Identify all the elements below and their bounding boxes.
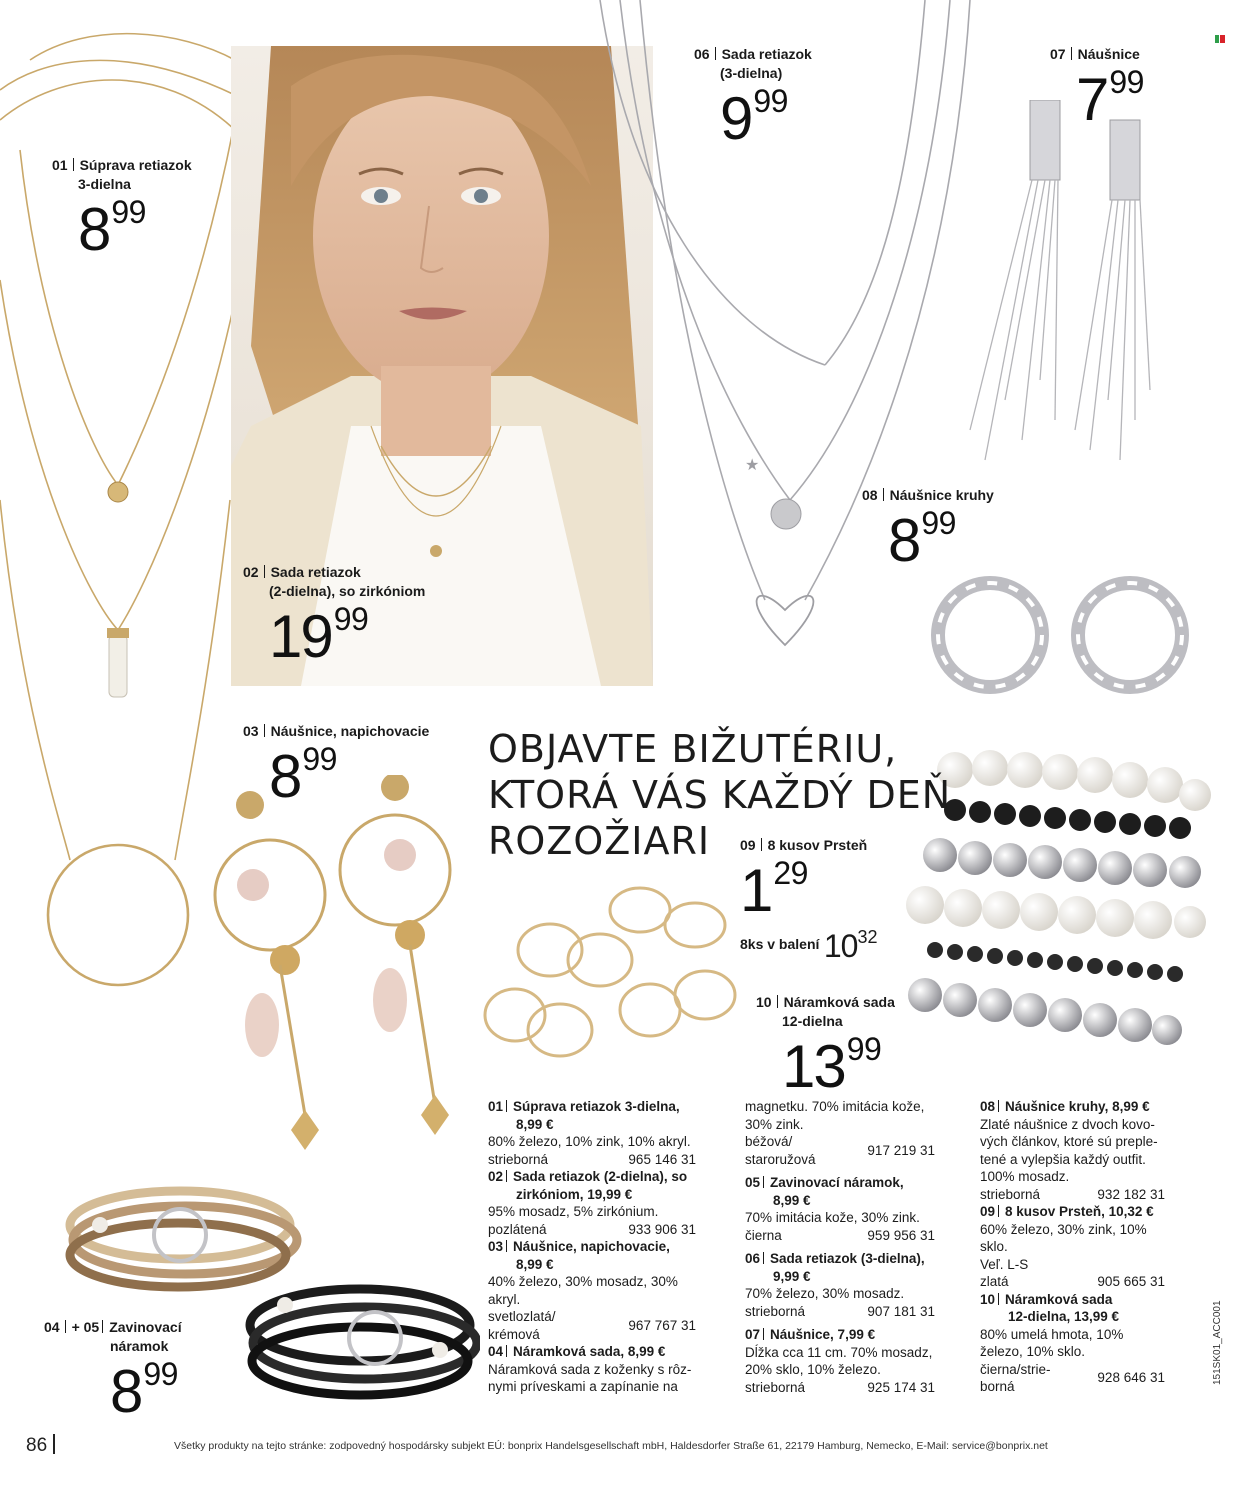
pack-price-big: 10 bbox=[823, 928, 858, 964]
item-label-line2: (3-dielna) bbox=[720, 65, 783, 81]
item-number: 01 bbox=[52, 157, 68, 173]
description-04-cont: magnetku. 70% imitácia kože, 30% zink. béžová/ staroružová 917 219 31 bbox=[745, 1099, 935, 1167]
item-number: 07 bbox=[1050, 46, 1066, 62]
price-tag-04-05 bbox=[44, 1318, 182, 1425]
brand-mark-icon bbox=[1215, 30, 1225, 38]
gold-rings-image bbox=[475, 885, 745, 1065]
item-label-line2: náramok bbox=[110, 1338, 169, 1354]
description-10: 10 Náramková sada 12-dielna, 13,99 € 80% umelá hmota, 10% železo, 10% sklo. čierna/strie- borná 928 646 31 bbox=[980, 1291, 1165, 1394]
item-label: Sada retiazok bbox=[270, 564, 361, 580]
price: 799 bbox=[1076, 64, 1144, 133]
item-label: Sada retiazok bbox=[721, 46, 812, 62]
item-label-line2: (2-dielna), so zirkóniom bbox=[269, 583, 426, 599]
price: 899 bbox=[269, 741, 337, 810]
description-04: 04 Náramková sada, 8,99 € Náramková sada z koženky s rôz- nymi príveskami a zapínanie na bbox=[488, 1344, 692, 1394]
item-label: Zavinovací bbox=[109, 1319, 182, 1335]
price-tag-10 bbox=[756, 993, 895, 1100]
item-number: 03 bbox=[243, 723, 259, 739]
item-label: Súprava retiazok bbox=[79, 157, 192, 173]
drop-earrings-image bbox=[210, 775, 470, 1165]
item-label-line2: 12-dielna bbox=[782, 1013, 843, 1029]
headline-line-3: ROZOŽIARI bbox=[488, 819, 711, 863]
description-06: 06 Sada retiazok (3-dielna), 9,99 € 70% železo, 30% mosadz. strieborná 907 181 31 bbox=[745, 1251, 935, 1319]
item-number: 09 bbox=[740, 837, 756, 853]
item-label: 8 kusov Prsteň bbox=[767, 837, 868, 853]
price: 1399 bbox=[782, 1031, 882, 1100]
item-number: 04 bbox=[44, 1319, 60, 1335]
pack-price-small: 32 bbox=[857, 927, 878, 947]
item-label: Náušnice kruhy bbox=[889, 487, 994, 503]
price: 1999 bbox=[269, 601, 369, 670]
pack-price bbox=[740, 927, 877, 965]
description-01: 01 Súprava retiazok 3-dielna, 8,99 € 80% železo, 10% zink, 10% akryl. strieborná 965 146 31 bbox=[488, 1099, 696, 1167]
catalog-side-code: 151SK01_ACC001 bbox=[1212, 1300, 1223, 1385]
description-column-3 bbox=[980, 1098, 1185, 1396]
item-number: 02 bbox=[243, 564, 259, 580]
price-tag-07 bbox=[1050, 45, 1144, 133]
description-08: 08 Náušnice kruhy, 8,99 € Zlaté náušnice z dvoch kovo- vých článkov, ktoré sú preple- tené a vylepšia každý outfit. 100% mosadz. strieborná 932 182 31 bbox=[980, 1099, 1165, 1202]
page-number: 86 bbox=[26, 1434, 55, 1457]
price-tag-06 bbox=[694, 45, 812, 152]
hoop-earrings-image bbox=[920, 555, 1210, 710]
description-02: 02 Sada retiazok (2-dielna), so zirkóniom, 19,99 € 95% mosadz, 5% zirkónium. pozlátená 933 906 31 bbox=[488, 1169, 696, 1237]
gold-necklace-set-image bbox=[0, 0, 240, 1000]
description-05: 05 Zavinovací náramok, 8,99 € 70% imitácia kože, 30% zink. čierna 959 956 31 bbox=[745, 1175, 935, 1243]
headline-line-2: KTORÁ VÁS KAŽDÝ DEŇ bbox=[488, 773, 952, 817]
description-03: 03 Náušnice, napichovacie, 8,99 € 40% železo, 30% mosadz, 30% akryl. svetlozlatá/ krémová 967 767 31 bbox=[488, 1239, 696, 1342]
pack-label: 8ks v balení bbox=[740, 936, 820, 952]
price-tag-02 bbox=[243, 563, 426, 670]
tassel-earrings-image bbox=[950, 100, 1170, 480]
item-label: Náramková sada bbox=[783, 994, 895, 1010]
price: 899 bbox=[110, 1356, 178, 1425]
price: 999 bbox=[720, 83, 788, 152]
description-column-2 bbox=[745, 1098, 967, 1396]
price: 129 bbox=[740, 855, 808, 924]
description-09: 09 8 kusov Prsteň, 10,32 € 60% železo, 30% zink, 10% sklo. Veľ. L-S zlatá 905 665 31 bbox=[980, 1204, 1165, 1289]
page-headline bbox=[488, 726, 951, 864]
price: 899 bbox=[78, 194, 146, 263]
price-tag-01 bbox=[52, 156, 192, 263]
price-tag-08 bbox=[862, 486, 994, 574]
svg-text:★: ★ bbox=[745, 455, 760, 474]
item-label: Náušnice bbox=[1077, 46, 1140, 62]
item-number: 06 bbox=[694, 46, 710, 62]
headline-line-1: OBJAVTE BIŽUTÉRIU, bbox=[488, 727, 898, 771]
description-07: 07 Náušnice, 7,99 € Dĺžka cca 11 cm. 70% mosadz, 20% sklo, 10% železo. strieborná 925 174 31 bbox=[745, 1327, 935, 1395]
legal-footer-note: Všetky produkty na tejto stránke: zodpovedný hospodársky subjekt EÚ: bonprix Handelsgesellschaft mbH, Haldesdorfer Straße 61, 22179 Hamburg, Nemecko, E-Mail: service@bonprix.net bbox=[174, 1440, 1048, 1452]
item-number: 08 bbox=[862, 487, 878, 503]
item-label: Náušnice, napichovacie bbox=[270, 723, 430, 739]
description-column-1 bbox=[488, 1098, 728, 1396]
price: 899 bbox=[888, 505, 956, 574]
item-label-line2: 3-dielna bbox=[78, 176, 131, 192]
item-number: 10 bbox=[756, 994, 772, 1010]
item-number-2: + 05 bbox=[71, 1319, 100, 1335]
price-tag-03 bbox=[243, 722, 430, 810]
